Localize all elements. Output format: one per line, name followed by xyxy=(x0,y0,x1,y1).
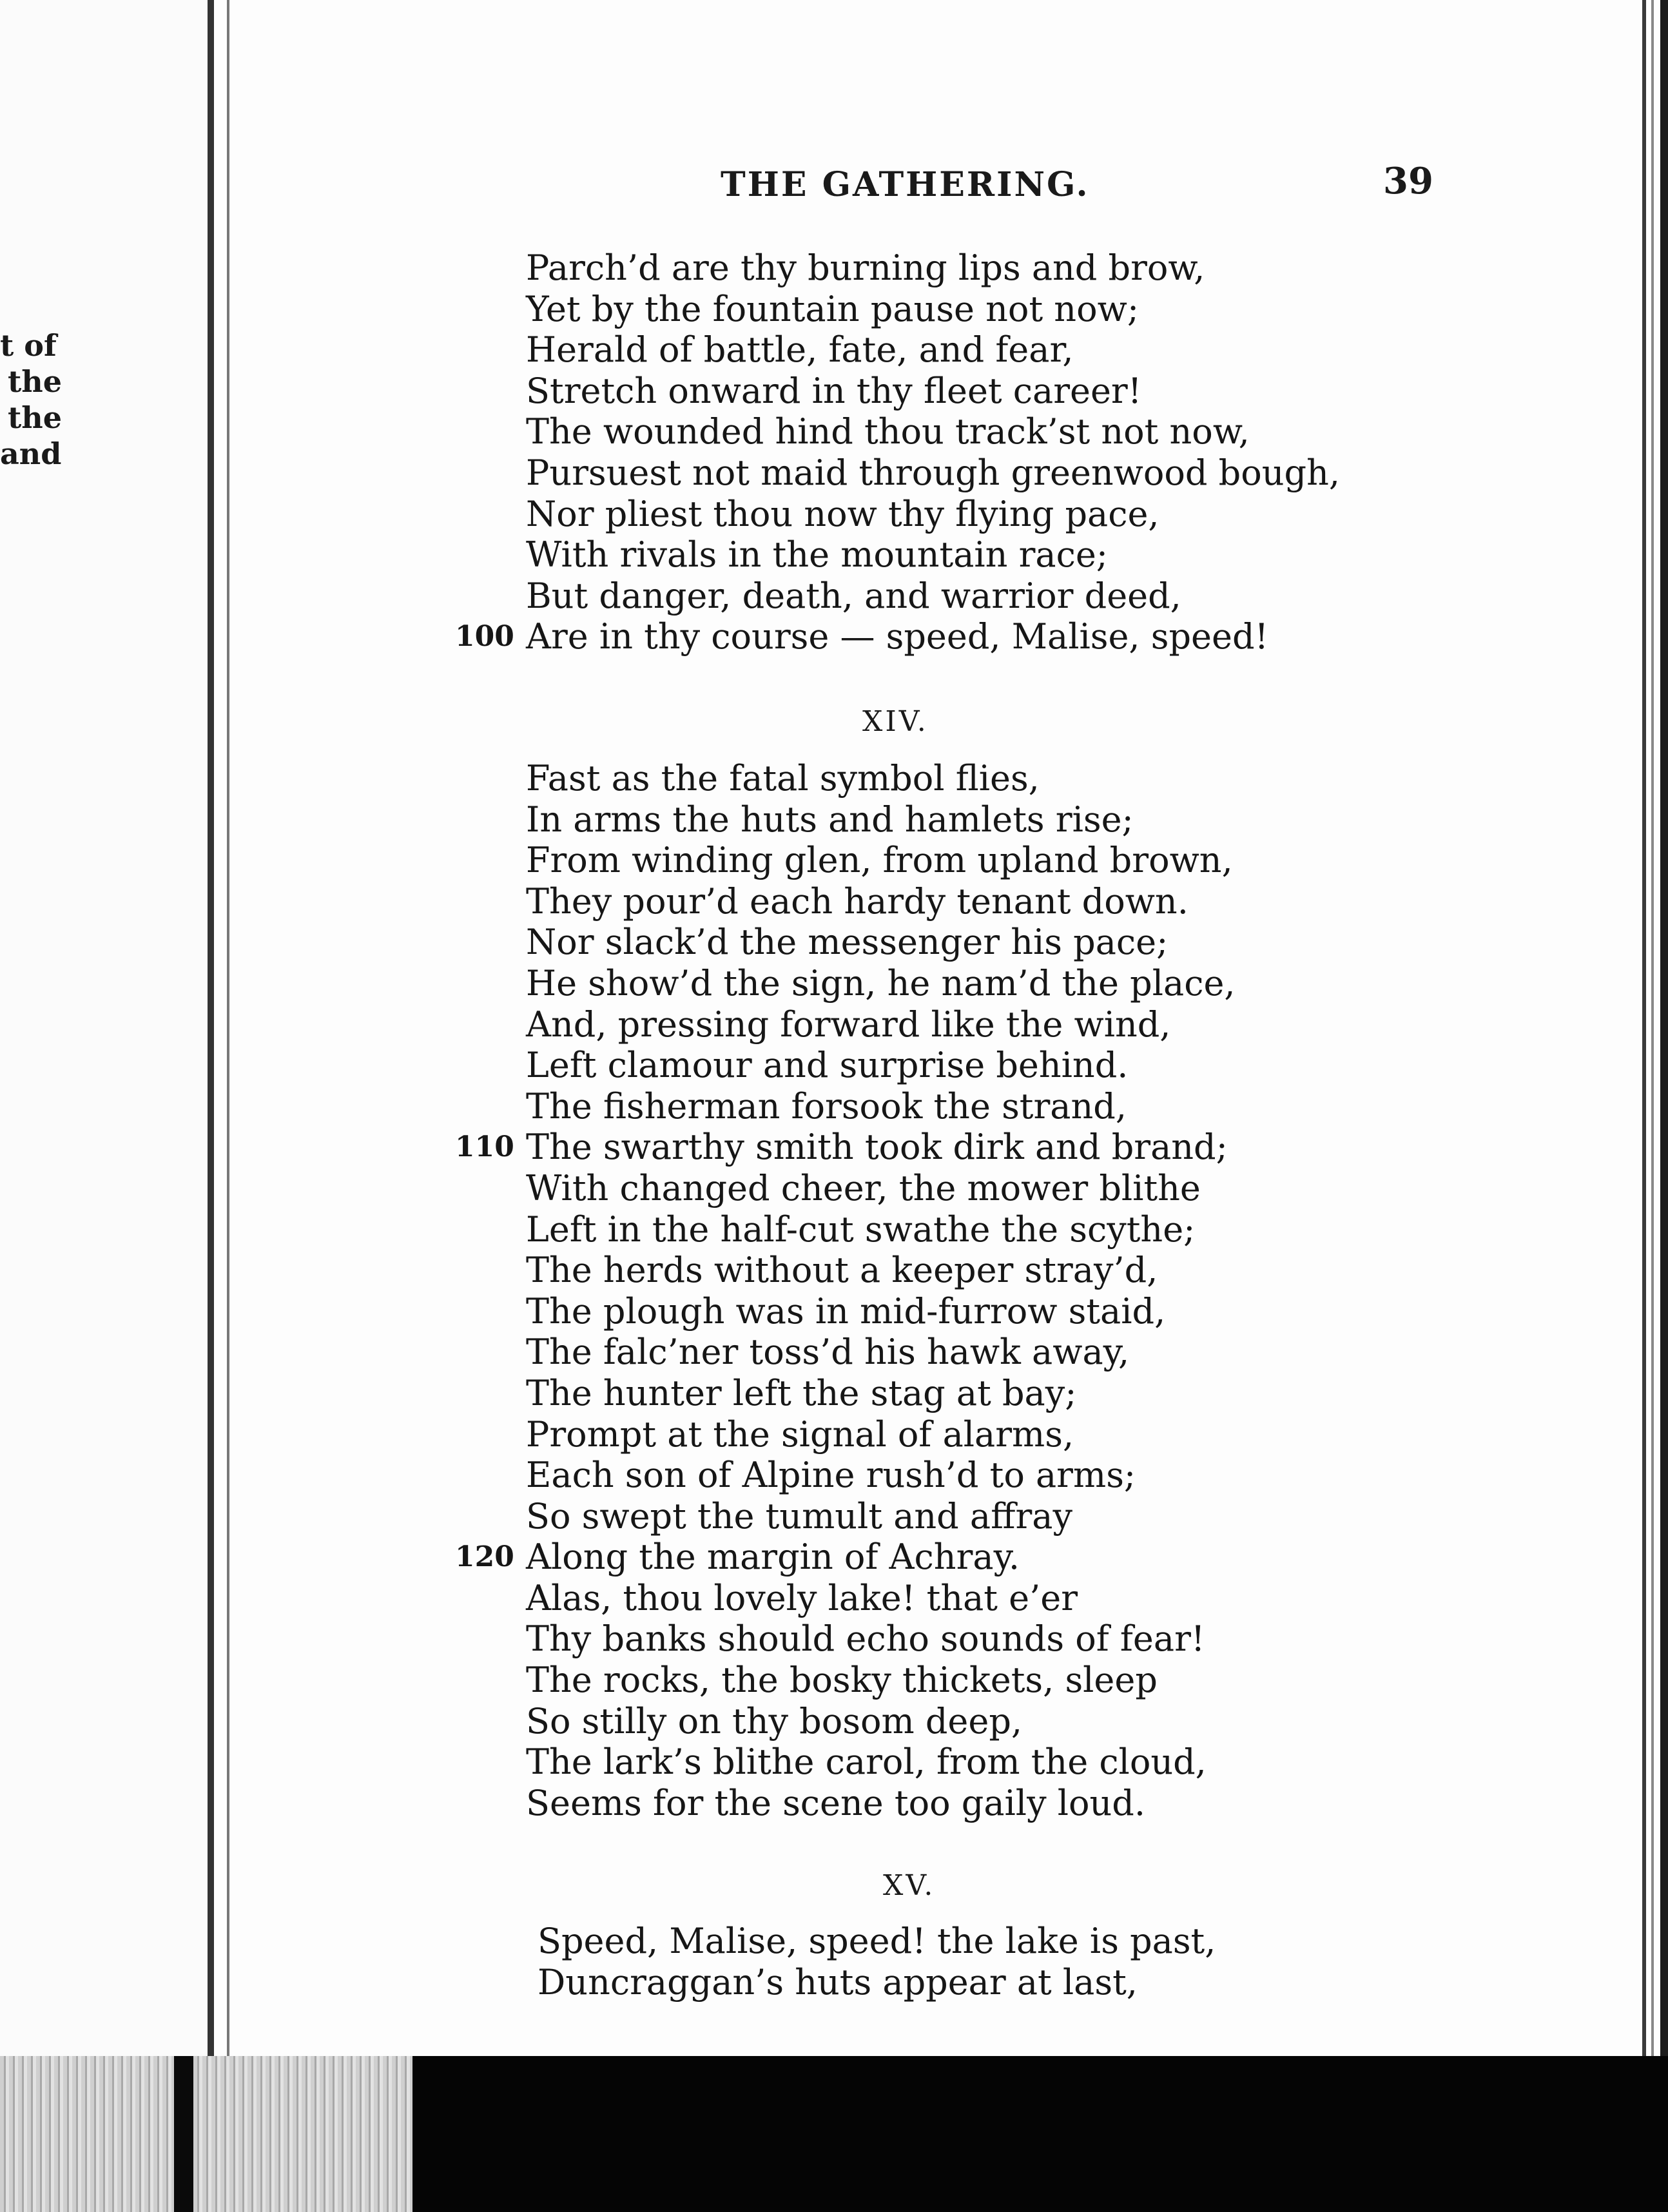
poem-line-text: The rocks, the bosky thickets, sleep xyxy=(526,1660,1158,1701)
poem-line-text: The fisherman forsook the strand, xyxy=(526,1085,1127,1127)
poem-line xyxy=(526,1660,1364,1701)
page-gutter-line xyxy=(227,0,229,2056)
stanza-xiv xyxy=(455,758,1364,1823)
poem-line-text: Left in the half-cut swathe the scythe; xyxy=(526,1208,1196,1250)
poem-line xyxy=(455,616,1364,657)
poem-line-text: From winding glen, from upland brown, xyxy=(526,840,1233,881)
poem-line xyxy=(526,1701,1364,1742)
poem-line-text: Herald of battle, fate, and fear, xyxy=(526,329,1074,371)
left-page-sliver xyxy=(0,0,213,2056)
poem-line-text: Prompt at the signal of alarms, xyxy=(526,1413,1074,1455)
poem-line xyxy=(526,452,1364,494)
poem-line-text: Fast as the fatal symbol flies, xyxy=(526,758,1040,799)
stanza-continued xyxy=(455,247,1364,657)
poem-line-text: In arms the huts and hamlets rise; xyxy=(526,799,1134,840)
page-edges-stack xyxy=(0,2056,174,2212)
page-edge-rule xyxy=(1660,0,1668,2056)
page-edge-rule xyxy=(1651,0,1654,2056)
poem-line-text: The swarthy smith took dirk and brand; xyxy=(526,1127,1228,1168)
poem-line xyxy=(526,411,1364,452)
poem-line xyxy=(526,494,1364,535)
poem-line xyxy=(526,534,1364,576)
poem-line-text: Left clamour and surprise behind. xyxy=(526,1045,1129,1086)
poem-line-text: And, pressing forward like the wind, xyxy=(526,1004,1171,1045)
poem-line-text: The wounded hind thou track’st not now, xyxy=(526,411,1250,452)
poem-line xyxy=(526,329,1364,371)
poem-line xyxy=(526,1741,1364,1783)
poem-line xyxy=(538,1921,1375,1962)
page-number: 39 xyxy=(1383,160,1433,202)
poem-line xyxy=(526,1783,1364,1824)
running-head: THE GATHERING. xyxy=(721,165,1090,204)
poem-line-text: Seems for the scene too gaily loud. xyxy=(526,1782,1146,1823)
stanza-xv xyxy=(538,1921,1375,2003)
poem-line-text: The lark’s blithe carol, from the cloud, xyxy=(526,1741,1207,1783)
poem-line-text: Are in thy course — speed, Malise, speed! xyxy=(526,616,1269,657)
poem-line-text: With rivals in the mountain race; xyxy=(526,534,1108,576)
poem-line-text: So stilly on thy bosom deep, xyxy=(526,1700,1023,1741)
poem-line-text: The plough was in mid-furrow staid, xyxy=(526,1290,1166,1332)
poem-line xyxy=(526,881,1364,922)
poem-line xyxy=(526,1496,1364,1537)
poem-line-text: He show’d the sign, he nam’d the place, xyxy=(526,962,1236,1004)
poem-line xyxy=(526,758,1364,799)
poem-line xyxy=(526,1004,1364,1045)
poem-line xyxy=(526,799,1364,840)
poem-line xyxy=(526,1414,1364,1455)
poem-line-text: Nor pliest thou now thy flying pace, xyxy=(526,493,1159,534)
page-gutter-shadow xyxy=(208,0,214,2056)
poem-line xyxy=(526,576,1364,617)
poem-line xyxy=(526,840,1364,881)
poem-line-text: Nor slack’d the messenger his pace; xyxy=(526,922,1169,963)
poem-line xyxy=(526,1045,1364,1086)
poem-line-text: Along the margin of Achray. xyxy=(526,1537,1020,1578)
poem-line xyxy=(526,1291,1364,1332)
page-edge-rule xyxy=(1642,0,1646,2056)
poem-line xyxy=(455,1537,1364,1578)
poem-line xyxy=(526,289,1364,330)
left-page-fragment: t of xyxy=(0,328,57,363)
poem-line xyxy=(455,1127,1364,1168)
poem-line-text: They pour’d each hardy tenant down. xyxy=(526,880,1188,922)
poem-line xyxy=(526,1455,1364,1496)
poem-line xyxy=(526,1332,1364,1373)
poem-line-text: Thy banks should echo sounds of fear! xyxy=(526,1618,1205,1660)
poem-line-text: The falc’ner toss’d his hawk away, xyxy=(526,1332,1130,1373)
page-edges-gap xyxy=(174,2056,193,2212)
left-page-fragment: and xyxy=(0,436,62,471)
poem-line-text: Pursuest not maid through greenwood bough, xyxy=(526,452,1341,493)
page-edges-stack xyxy=(193,2056,412,2212)
section-heading-xv: XV. xyxy=(883,1869,936,1902)
poem-line xyxy=(526,963,1364,1004)
poem-line-text: With changed cheer, the mower blithe xyxy=(526,1167,1201,1208)
line-number: 110 xyxy=(455,1130,514,1164)
poem-line-text: Yet by the fountain pause not now; xyxy=(526,288,1139,329)
poem-line xyxy=(526,1578,1364,1619)
poem-line-text: Stretch onward in thy fleet career! xyxy=(526,370,1142,411)
poem-line-text: Each son of Alpine rush’d to arms; xyxy=(526,1455,1136,1496)
left-page-fragment: the xyxy=(8,364,62,399)
poem-line-text: The herds without a keeper stray’d, xyxy=(526,1250,1158,1291)
poem-line xyxy=(526,1618,1364,1660)
poem-line xyxy=(526,1168,1364,1209)
poem-line-text: Alas, thou lovely lake! that e’er xyxy=(526,1577,1078,1618)
poem-line-text: The hunter left the stag at bay; xyxy=(526,1372,1077,1413)
poem-line-text: So swept the tumult and affray xyxy=(526,1495,1072,1537)
poem-line xyxy=(526,1373,1364,1414)
poem-line xyxy=(526,922,1364,963)
left-page-fragment: the xyxy=(8,400,62,435)
poem-line xyxy=(526,247,1364,289)
section-heading-xiv: XIV. xyxy=(862,705,929,738)
poem-line xyxy=(538,1962,1375,2003)
poem-line xyxy=(526,1250,1364,1291)
poem-line-text: Duncraggan’s huts appear at last, xyxy=(538,1961,1138,2003)
line-number: 100 xyxy=(455,620,514,654)
poem-line-text: Speed, Malise, speed! the lake is past, xyxy=(538,1921,1216,1961)
poem-line xyxy=(526,371,1364,412)
line-number: 120 xyxy=(455,1540,514,1574)
poem-line xyxy=(526,1209,1364,1250)
poem-line xyxy=(526,1086,1364,1127)
poem-line-text: Parch’d are thy burning lips and brow, xyxy=(526,247,1205,288)
poem-line-text: But danger, death, and warrior deed, xyxy=(526,575,1181,616)
